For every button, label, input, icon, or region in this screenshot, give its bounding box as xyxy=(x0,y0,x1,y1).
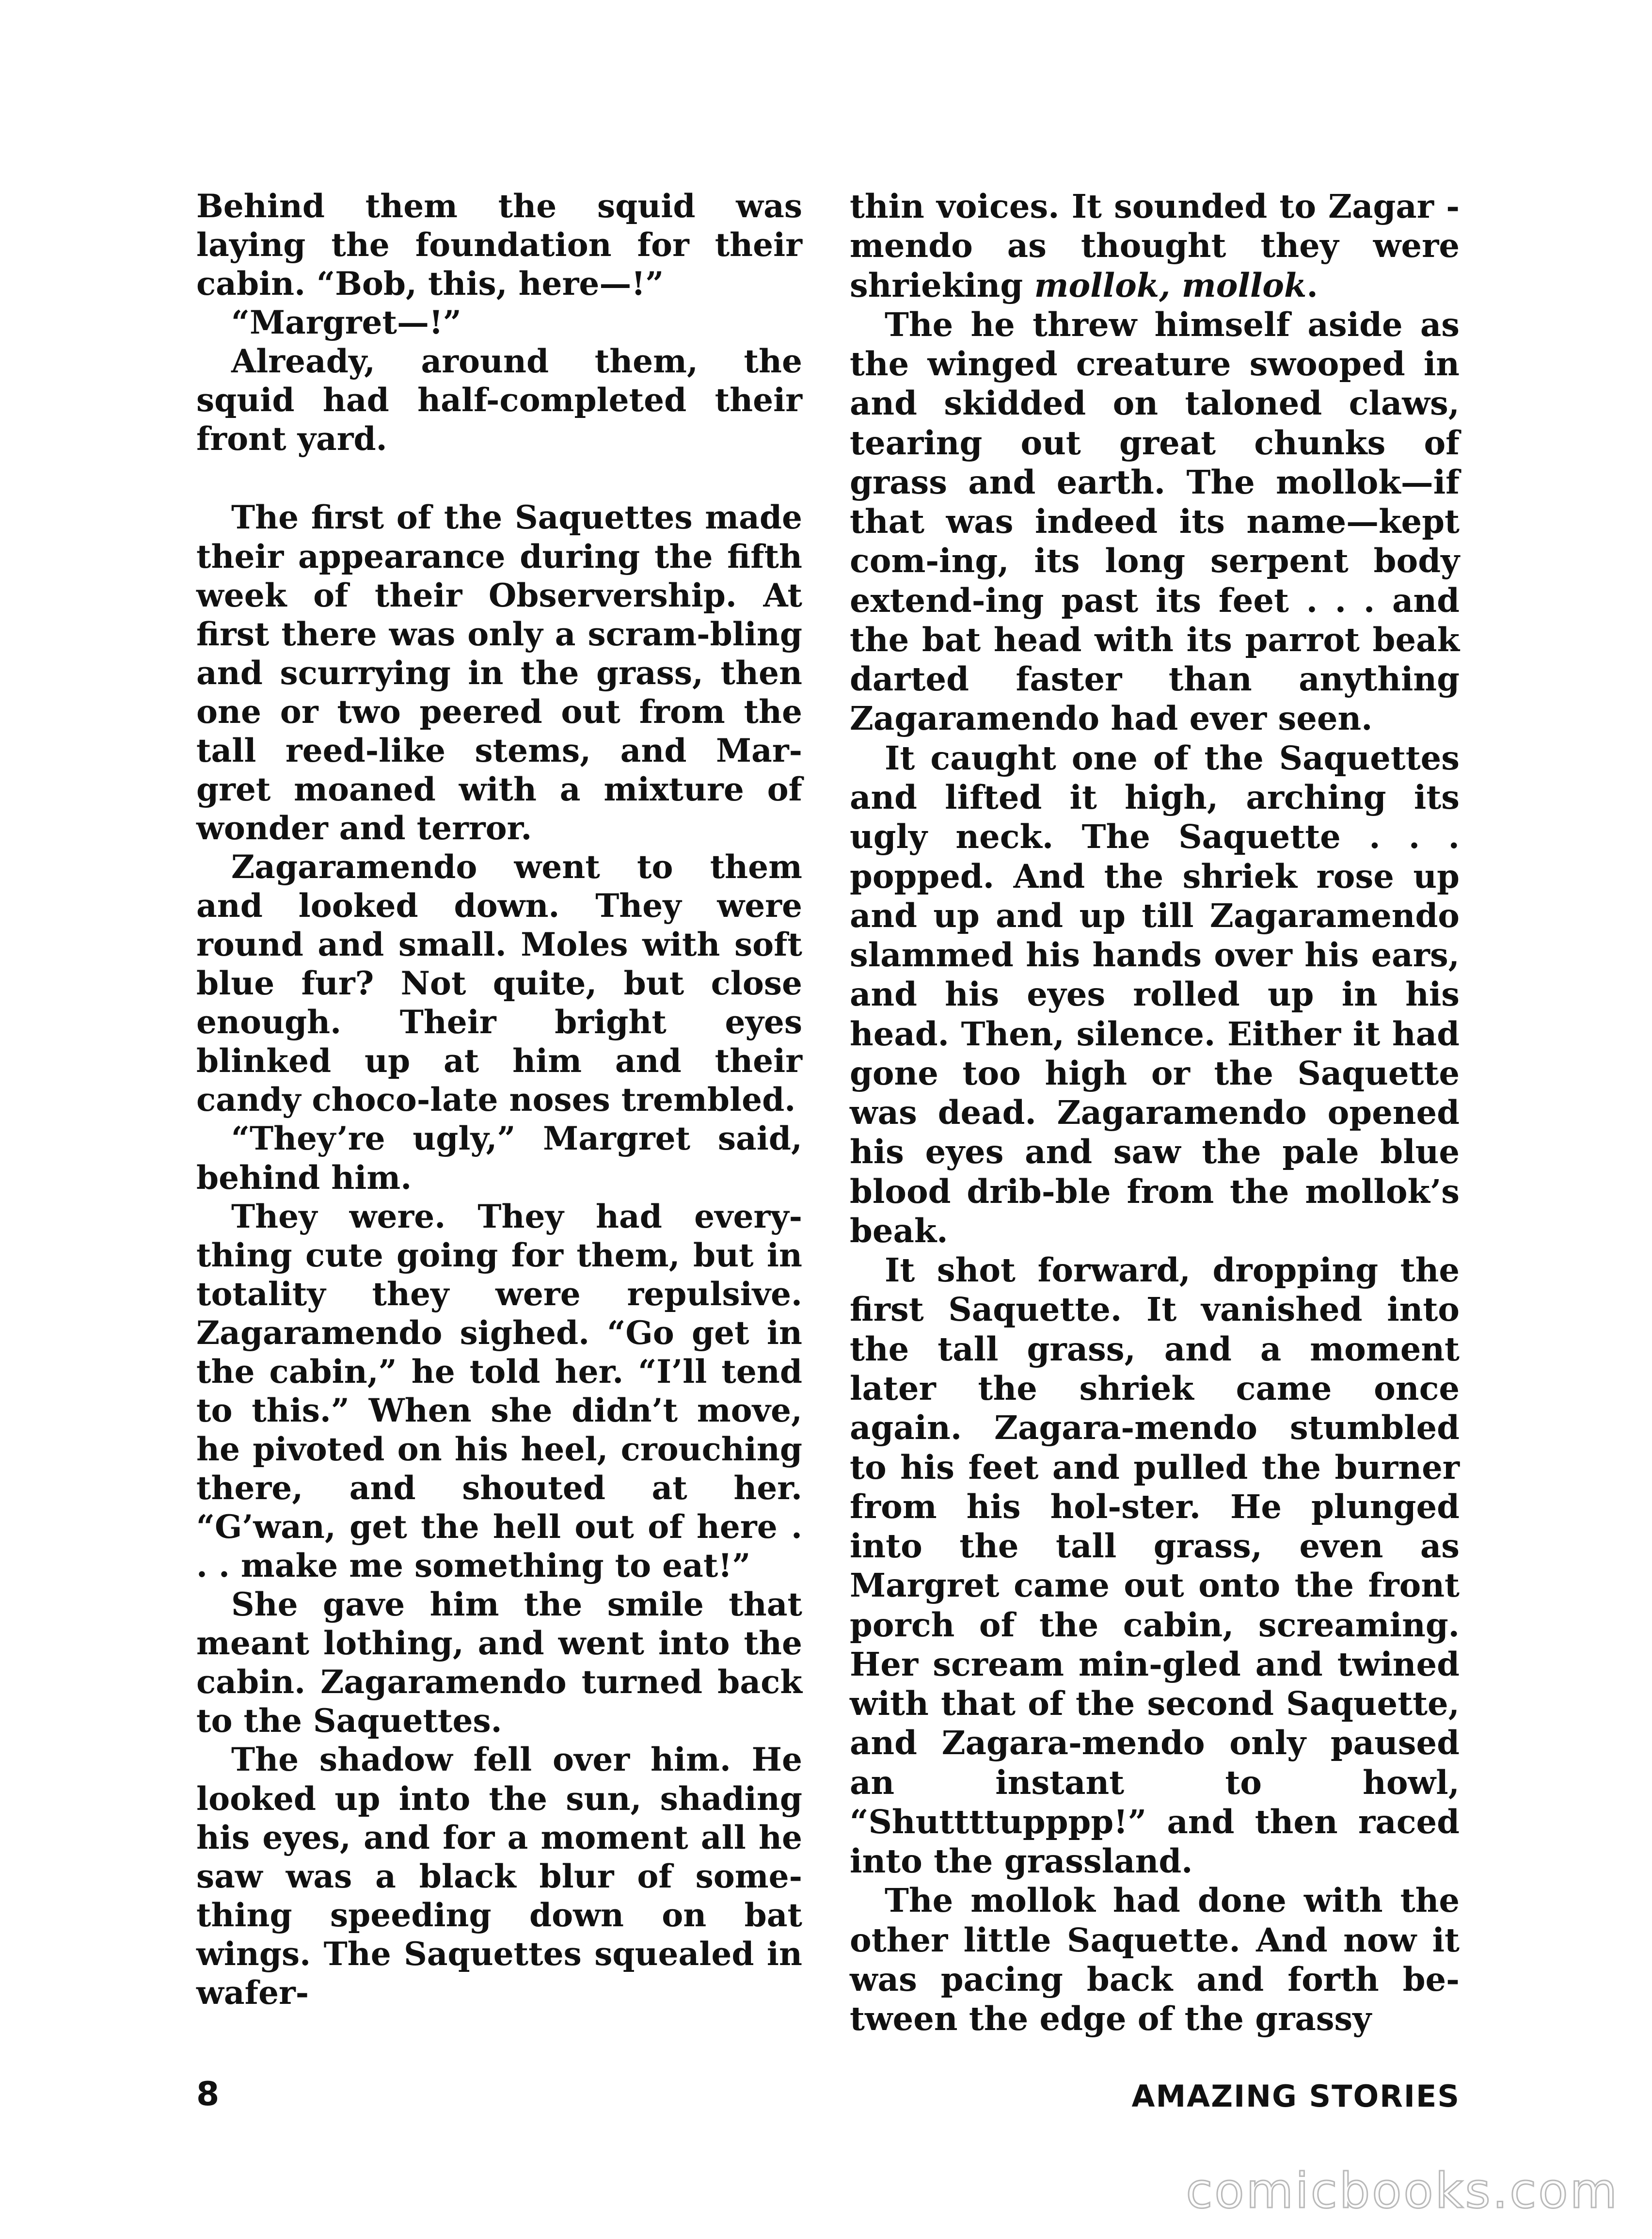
paragraph: It caught one of the Saquettes and lifted it high, arching its ugly neck. The Saquette . . . popped. And the shriek rose up and up and up till Zagaramendo slammed his hands over his ears, and his eyes rolled up in his head. Then, silence. Either it had gone too high or the Saquette was dead. Zagaramendo opened his eyes and saw the pale blue blood drib-ble from the mollok’s beak. xyxy=(850,738,1460,1250)
paragraph: The mollok had done with the other little Saquette. And now it was pacing back and forth be-tween the edge of the grassy xyxy=(850,1881,1460,2038)
paragraph: The he threw himself aside as the winged creature swooped in and skidded on taloned claws, tearing out great chunks of grass and earth. The mollok—if that was indeed its name—kept com-ing, its long serpent body extend-ing past its feet . . . and the bat head with its parrot beak darted faster than anything Zagaramendo had ever seen. xyxy=(850,305,1460,738)
page-number: 8 xyxy=(196,2075,220,2113)
paragraph: “They’re ugly,” Margret said, behind him. xyxy=(196,1120,802,1197)
paragraph: Zagaramendo went to them and looked down. They were round and small. Moles with soft blue fur? Not quite, but close enough. Their bright eyes blinked up at him and their candy choco-late noses trembled. xyxy=(196,848,802,1119)
paragraph: The first of the Saquettes made their appearance during the fifth week of their Observership. At first there was only a scram-bling and scurrying in the grass, then one or two peered out from the tall reed-like stems, and Mar-gret moaned with a mixture of wonder and terror. xyxy=(196,498,802,847)
paragraph: The shadow fell over him. He looked up into the sun, shading his eyes, and for a moment all he saw was a black blur of some-thing speeding down on bat wings. The Saquettes squealed in wafer- xyxy=(196,1741,802,2012)
right-text-column xyxy=(850,187,1460,2038)
magazine-title: AMAZING STORIES xyxy=(1131,2079,1460,2114)
paragraph: Behind them the squid was laying the foundation for their cabin. “Bob, this, here—!” xyxy=(196,187,802,303)
paragraph: She gave him the smile that meant lothing, and went into the cabin. Zagaramendo turned back to the Saquettes. xyxy=(196,1585,802,1740)
paragraph: thin voices. It sounded to Zagar - mendo as thought they were shrieking mollok, mollok. xyxy=(850,187,1460,304)
paragraph: “Margret—!” xyxy=(231,304,461,342)
watermark: comicbooks.com xyxy=(1186,2162,1619,2219)
paragraph: It shot forward, dropping the first Saquette. It vanished into the tall grass, and a moment later the shriek came once again. Zagara-mendo stumbled to his feet and pulled the burner from his hol-ster. He plunged into the tall grass, even as Margret came out onto the front porch of the cabin, screaming. Her scream min-gled and twined with that of the second Saquette, and Zagara-mendo only paused an instant to howl, “Shuttttupppp!” and then raced into the grassland. xyxy=(850,1251,1460,1881)
paragraph: They were. They had every-thing cute going for them, but in totality they were repulsive. Zagaramendo sighed. “Go get in the cabin,” he told her. “I’ll tend to this.” When she didn’t move, he pivoted on his heel, crouching there, and shouted at her. “G’wan, get the hell out of here . . . make me something to eat!” xyxy=(196,1197,802,1585)
paragraph: Already, around them, the squid had half-completed their front yard. xyxy=(196,342,802,458)
left-text-column xyxy=(196,187,802,2012)
